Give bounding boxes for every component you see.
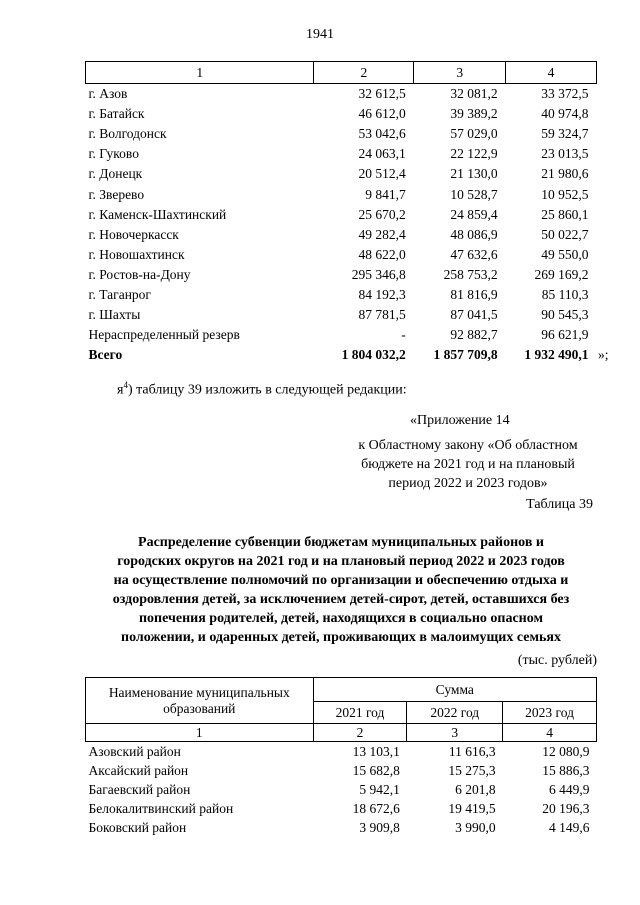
value-2021-cell: 5 942,1 <box>359 781 400 797</box>
value-2021-cell: 24 063,1 <box>358 146 406 162</box>
municipality-name-cell: г. Волгодонск <box>88 126 167 142</box>
value-2021-cell: 87 781,5 <box>358 307 406 323</box>
table-row <box>86 799 597 818</box>
value-2021-cell: 3 909,8 <box>359 819 400 835</box>
value-2022-cell: 48 086,9 <box>450 226 498 242</box>
column-header-sum: Сумма <box>313 678 596 702</box>
value-2023-cell: 33 372,5 <box>541 86 589 102</box>
table-row <box>86 144 597 164</box>
value-2023-cell: 96 621,9 <box>541 327 589 343</box>
title-line: попечения родителей, детей, находящихся в социально опасном <box>138 611 544 626</box>
value-2022-cell: 1 857 709,8 <box>433 347 498 363</box>
value-2022-cell: 21 130,0 <box>450 166 498 182</box>
title-line: положении, и одаренных детей, проживающих в малоимущих семьях <box>121 630 561 645</box>
table-row <box>86 780 597 799</box>
value-2023-cell: 6 449,9 <box>549 781 590 797</box>
value-2022-cell: 57 029,0 <box>450 126 498 142</box>
value-2023-cell: 21 980,6 <box>541 166 589 182</box>
value-2023-cell: 10 952,5 <box>541 186 589 202</box>
value-2022-cell: 258 753,2 <box>443 266 498 282</box>
column-index-3: 3 <box>414 62 506 84</box>
title-line: оздоровления детей, за исключением детей-сирот, детей, оставшихся без <box>112 592 570 607</box>
table-row <box>86 325 597 345</box>
table-row <box>86 265 597 285</box>
value-2022-cell: 39 389,2 <box>450 106 498 122</box>
value-2022-cell: 92 882,7 <box>450 327 498 343</box>
municipality-name-cell: г. Азов <box>88 86 128 102</box>
value-2023-cell: 40 974,8 <box>541 106 589 122</box>
value-2021-cell: - <box>401 327 406 343</box>
value-2021-cell: 46 612,0 <box>358 106 406 122</box>
value-2022-cell: 19 419,5 <box>448 800 496 816</box>
value-2022-cell: 10 528,7 <box>450 186 498 202</box>
column-index-2: 2 <box>313 724 407 742</box>
value-2023-cell: 90 545,3 <box>541 307 589 323</box>
value-2022-cell: 11 616,3 <box>448 743 496 759</box>
column-index-4: 4 <box>506 62 597 84</box>
children-recreation-subvention-table <box>85 677 597 837</box>
municipality-name-cell: Нераспределенный резерв <box>88 327 240 343</box>
value-2021-cell: 84 192,3 <box>358 286 406 302</box>
table-label: Таблица 39 <box>526 497 593 512</box>
units-label: (тыс. рублей) <box>517 653 597 668</box>
column-index-1: 1 <box>86 62 314 84</box>
value-2023-cell: 4 149,6 <box>549 819 590 835</box>
value-2021-cell: 49 282,4 <box>358 226 406 242</box>
municipality-name-cell: г. Новочеркасск <box>88 226 179 242</box>
column-index-1: 1 <box>86 724 314 742</box>
municipality-name-cell: Боковский район <box>88 819 187 835</box>
value-2022-cell: 15 275,3 <box>448 762 496 778</box>
value-2023-cell: 12 080,9 <box>542 743 590 759</box>
municipal-subvention-table-continuation <box>85 61 597 365</box>
value-2021-cell: 15 682,8 <box>352 762 400 778</box>
value-2023-cell: 49 550,0 <box>541 246 589 262</box>
municipality-name-cell: г. Ростов-на-Дону <box>88 266 191 282</box>
table-row <box>86 104 597 124</box>
table-row <box>86 164 597 184</box>
appendix-line: бюджете на 2021 год и на плановый <box>361 457 575 472</box>
municipality-name-cell: Аксайский район <box>88 762 189 778</box>
municipality-name-cell: Багаевский район <box>88 781 191 797</box>
value-2021-cell: 18 672,6 <box>352 800 400 816</box>
value-2022-cell: 24 859,4 <box>450 206 498 222</box>
table-row <box>86 285 597 305</box>
municipality-name-cell: г. Донецк <box>88 166 143 182</box>
municipality-name-cell: Азовский район <box>88 743 181 759</box>
value-2023-cell: 25 860,1 <box>541 206 589 222</box>
value-2023-cell: 59 324,7 <box>541 126 589 142</box>
table-row <box>86 205 597 225</box>
value-2023-cell: 23 013,5 <box>541 146 589 162</box>
value-2021-cell: 13 103,1 <box>352 743 400 759</box>
municipality-name-cell: г. Шахты <box>88 307 141 323</box>
value-2023-cell: 50 022,7 <box>541 226 589 242</box>
value-2021-cell: 25 670,2 <box>358 206 406 222</box>
value-2021-cell: 9 841,7 <box>365 186 406 202</box>
value-2022-cell: 32 081,2 <box>450 86 498 102</box>
value-2022-cell: 47 632,6 <box>450 246 498 262</box>
value-2023-cell: 85 110,3 <box>541 286 589 302</box>
table-row <box>86 124 597 144</box>
table-row <box>86 818 597 837</box>
value-2021-cell: 53 042,6 <box>358 126 406 142</box>
municipality-name-cell: г. Гуково <box>88 146 139 162</box>
total-row <box>86 345 597 365</box>
table-row <box>86 245 597 265</box>
value-2023-cell: 20 196,3 <box>542 800 590 816</box>
value-2022-cell: 6 201,8 <box>455 781 496 797</box>
table-row <box>86 742 597 762</box>
amendment-instruction: $я^4$) таблицу 39 изложить в следующей редакции: <box>117 380 407 398</box>
column-index-3: 3 <box>407 724 503 742</box>
municipality-name-cell: г. Каменск-Шахтинский <box>88 206 227 222</box>
value-2022-cell: 3 990,0 <box>455 819 496 835</box>
column-header-2023: 2023 год <box>503 702 597 724</box>
table-row <box>86 184 597 204</box>
appendix-line: к Областному закону «Об областном <box>358 438 578 453</box>
value-2023-cell: 15 886,3 <box>542 762 590 778</box>
municipality-name-cell: г. Таганрог <box>88 286 151 302</box>
table-row <box>86 225 597 245</box>
table-row <box>86 84 597 105</box>
value-2023-cell: 1 932 490,1 <box>524 347 589 363</box>
column-index-2: 2 <box>314 62 414 84</box>
value-2021-cell: 32 612,5 <box>358 86 406 102</box>
page-number: 1941 <box>306 27 334 42</box>
column-header-2022: 2022 год <box>407 702 503 724</box>
municipality-name-cell: Белокалитвинский район <box>88 800 234 816</box>
table-row <box>86 761 597 780</box>
value-2023-cell: 269 169,2 <box>534 266 589 282</box>
column-header-2021: 2021 год <box>313 702 407 724</box>
title-line: на осуществление полномочий по организации и обеспечению отдыха и <box>113 573 569 588</box>
table-title <box>82 533 600 647</box>
value-2021-cell: 20 512,4 <box>358 166 406 182</box>
value-2022-cell: 81 816,9 <box>450 286 498 302</box>
column-header-municipality: Наименование муниципальных образований <box>86 678 314 724</box>
title-line: Распределение субвенции бюджетам муниципальных районов и <box>138 535 544 550</box>
appendix-line: период 2022 и 2023 годов» <box>388 476 548 491</box>
quote-close-mark: »; <box>598 347 609 362</box>
appendix-reference <box>338 436 598 493</box>
appendix-title: «Приложение 14 <box>410 413 510 428</box>
title-line: городских округов на 2021 год и на плановый период 2022 и 2023 годов <box>117 554 565 569</box>
table-row <box>86 305 597 325</box>
value-2021-cell: 295 346,8 <box>351 266 406 282</box>
table-header-row <box>86 62 597 84</box>
value-2022-cell: 22 122,9 <box>450 146 498 162</box>
municipality-name-cell: г. Батайск <box>88 106 145 122</box>
value-2022-cell: 87 041,5 <box>450 307 498 323</box>
value-2021-cell: 1 804 032,2 <box>341 347 406 363</box>
column-index-4: 4 <box>503 724 597 742</box>
municipality-name-cell: г. Зверево <box>88 186 145 202</box>
value-2021-cell: 48 622,0 <box>358 246 406 262</box>
municipality-name-cell: г. Новошахтинск <box>88 246 185 262</box>
municipality-name-cell: Всего <box>88 347 123 363</box>
